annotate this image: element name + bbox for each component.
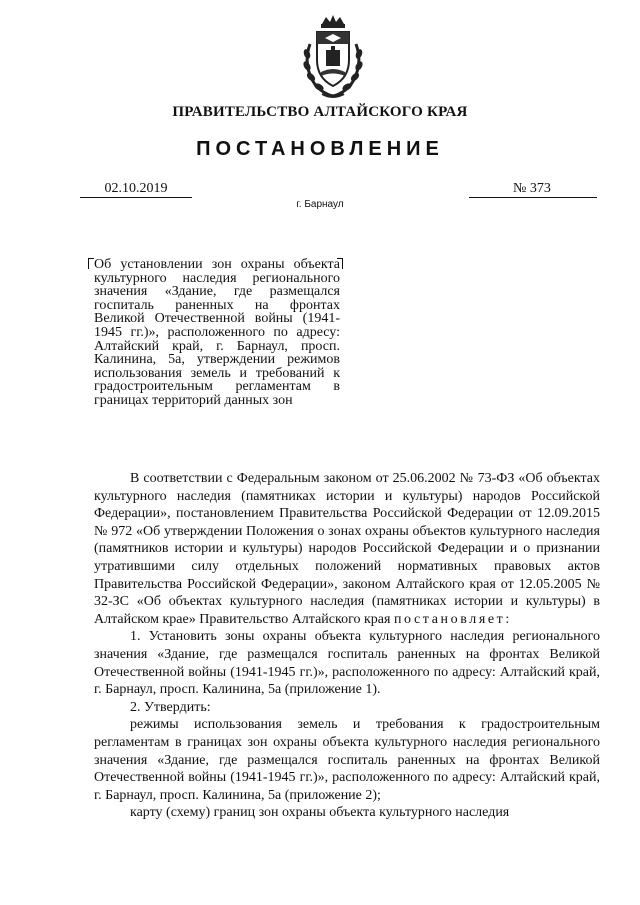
decree-word: постановляет: <box>393 611 512 627</box>
item-2-paragraph: 2. Утвердить: <box>130 699 211 715</box>
document-subject: Об установлении зон охраны объекта культурного наследия регионального значения «Здание, где размещался госпиталь раненных на фронтах Великой Отечественной войны (1941-1945 гг.)», расположенного по адресу: Алтайский край, г. Барнаул, просп. Калинина, 5а, утверждении режимов использования земель и требований к градостроительным регламентам в границах территорий данных зон <box>94 257 340 408</box>
document-number-field <box>469 180 597 198</box>
document-number: № 373 <box>513 181 551 196</box>
altai-krai-coat-of-arms-icon <box>296 14 370 100</box>
item-2a-paragraph: режимы использования земель и требования к градостроительным регламентам в границах зон охраны объекта культурного наследия регионального значения «Здание, где размещался госпиталь раненных на фронтах Великой Отечественной войны (1941-1945 гг.)», расположенного по адресу: Алтайский край, г. Барнаул, просп. Калинина, 5а (приложение 2); <box>94 717 600 803</box>
document-kind-heading: ПОСТАНОВЛЕНИЕ <box>196 138 444 160</box>
city-label: г. Барнаул <box>296 199 344 210</box>
preamble-text: В соответствии с Федеральным законом от 25.06.2002 № 73-ФЗ «Об объектах культурного наследия (памятниках истории и культуры) народов Российской Федерации», постановлением Правительства Российской Федерации от 12.09.2015 № 972 «Об утверждении Положения о зонах охраны объектов культурного наследия (памятников истории и культуры) народов Российской Федерации и о признании утратившими силу отдельных положений нормативных правовых актов Правительства Российской Федерации», законом Алтайского края от 12.05.2005 № 32-ЗС «Об объектах культурного наследия (памятниках истории и культуры) в Алтайском крае» Правительство Алтайского края <box>94 471 600 627</box>
document-body <box>94 470 600 822</box>
document-date: 02.10.2019 <box>80 180 192 198</box>
preamble-paragraph <box>94 470 600 628</box>
government-title: ПРАВИТЕЛЬСТВО АЛТАЙСКОГО КРАЯ <box>172 104 468 120</box>
item-2b-paragraph: карту (схему) границ зон охраны объекта культурного наследия <box>130 805 510 821</box>
item-1-paragraph: 1. Установить зоны охраны объекта культурного наследия регионального значения «Здание, где размещался госпиталь раненных на фронтах Великой Отечественной войны (1941-1945 гг.)», расположенного по адресу: Алтайский край, г. Барнаул, просп. Калинина, 5а (приложение 1). <box>94 629 600 698</box>
